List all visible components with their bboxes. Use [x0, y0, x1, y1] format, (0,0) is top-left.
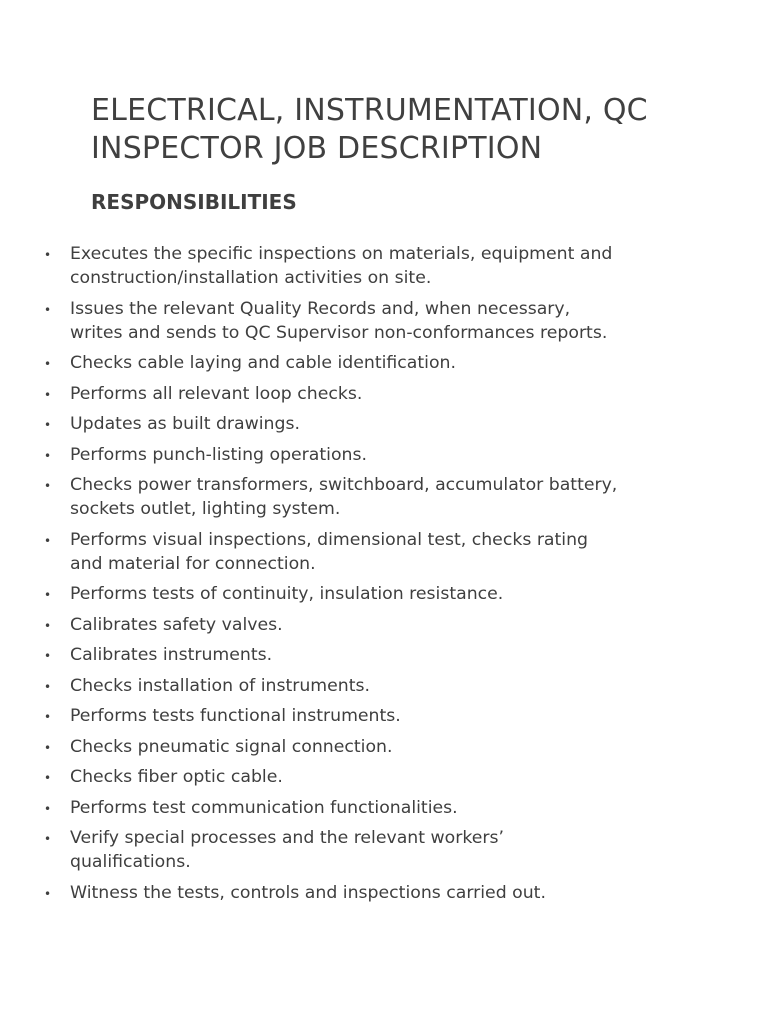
list-item-line: Performs tests functional instruments.	[70, 706, 401, 726]
list-item-line: Checks cable laying and cable identification.	[70, 353, 456, 373]
list-item-text	[70, 412, 700, 436]
list-item-line: Calibrates instruments.	[70, 645, 273, 665]
list-item-text	[70, 473, 700, 521]
list-item	[0, 796, 700, 820]
list-item-line: Performs test communication functionalities.	[70, 797, 458, 818]
list-item-text	[70, 582, 700, 606]
list-item-line: Witness the tests, controls and inspections carried out.	[70, 882, 546, 903]
bullet-icon: •	[44, 387, 52, 402]
list-item	[0, 528, 700, 576]
list-item-line: construction/installation activities on site.	[70, 268, 432, 288]
bullet-icon: •	[44, 448, 52, 463]
list-item-text	[70, 765, 700, 789]
bullet-icon: •	[44, 418, 52, 432]
list-item-text	[70, 382, 700, 406]
bullet-icon: •	[44, 832, 52, 846]
list-item	[0, 613, 700, 637]
list-item	[0, 674, 700, 698]
list-item-text	[70, 735, 700, 759]
list-item-line: Checks power transformers, switchboard, accumulator battery,	[70, 475, 618, 495]
list-item	[0, 826, 700, 874]
list-item-line: Executes the specific inspections on materials, equipment and	[70, 244, 613, 264]
list-item-line: Checks pneumatic signal connection.	[70, 736, 393, 757]
list-item-line: writes and sends to QC Supervisor non-conformances reports.	[70, 322, 608, 343]
bullet-icon: •	[44, 649, 52, 663]
list-item-text	[70, 796, 700, 820]
list-item-text	[70, 443, 700, 467]
list-item-text	[70, 826, 700, 874]
list-item	[0, 473, 700, 521]
list-item-line: Performs tests of continuity, insulation resistance.	[70, 584, 504, 604]
list-item-text	[70, 704, 700, 728]
list-item-line: Verify special processes and the relevant workers’	[70, 828, 504, 848]
list-item-line: Calibrates safety valves.	[70, 614, 283, 635]
list-item-line: sockets outlet, lighting system.	[70, 499, 341, 519]
list-item-text	[70, 674, 700, 698]
bullet-icon: •	[44, 479, 52, 493]
list-item	[0, 443, 700, 467]
list-item	[0, 881, 700, 905]
list-item	[0, 351, 700, 375]
list-item	[0, 242, 700, 290]
bullet-icon: •	[44, 302, 52, 317]
list-item-line: Performs punch-listing operations.	[70, 444, 367, 465]
list-item	[0, 582, 700, 606]
list-item-text	[70, 351, 700, 375]
responsibilities-list	[0, 242, 700, 911]
bullet-icon: •	[44, 710, 52, 724]
list-item	[0, 412, 700, 436]
list-item-line: Performs visual inspections, dimensional test, checks rating	[70, 529, 589, 550]
list-item-text	[70, 643, 700, 667]
section-heading: RESPONSIBILITIES	[91, 190, 297, 214]
list-item-line: Checks fiber optic cable.	[70, 767, 283, 787]
bullet-icon: •	[44, 886, 52, 901]
bullet-icon: •	[44, 357, 52, 371]
list-item-line: Issues the relevant Quality Records and, when necessary,	[70, 298, 571, 319]
bullet-icon: •	[44, 248, 52, 262]
bullet-icon: •	[44, 771, 52, 785]
bullet-icon: •	[44, 588, 52, 602]
list-item-line: and material for connection.	[70, 553, 316, 574]
bullet-icon: •	[44, 740, 52, 755]
bullet-icon: •	[44, 679, 52, 694]
bullet-icon: •	[44, 801, 52, 816]
list-item	[0, 704, 700, 728]
document-title-line: INSPECTOR JOB DESCRIPTION	[91, 131, 543, 166]
list-item	[0, 382, 700, 406]
list-item-line: qualifications.	[70, 852, 191, 872]
list-item	[0, 735, 700, 759]
bullet-icon: •	[44, 533, 52, 548]
list-item	[0, 643, 700, 667]
list-item-line: Checks installation of instruments.	[70, 675, 371, 696]
list-item-text	[70, 613, 700, 637]
list-item-line: Updates as built drawings.	[70, 414, 300, 434]
list-item-text	[70, 528, 700, 576]
bullet-icon: •	[44, 618, 52, 633]
list-item-line: Performs all relevant loop checks.	[70, 383, 363, 404]
document-title-line: ELECTRICAL, INSTRUMENTATION, QC	[91, 93, 648, 128]
list-item	[0, 765, 700, 789]
list-item-text	[70, 881, 700, 905]
document-title	[91, 92, 731, 168]
list-item-text	[70, 297, 700, 345]
list-item	[0, 297, 700, 345]
list-item-text	[70, 242, 700, 290]
